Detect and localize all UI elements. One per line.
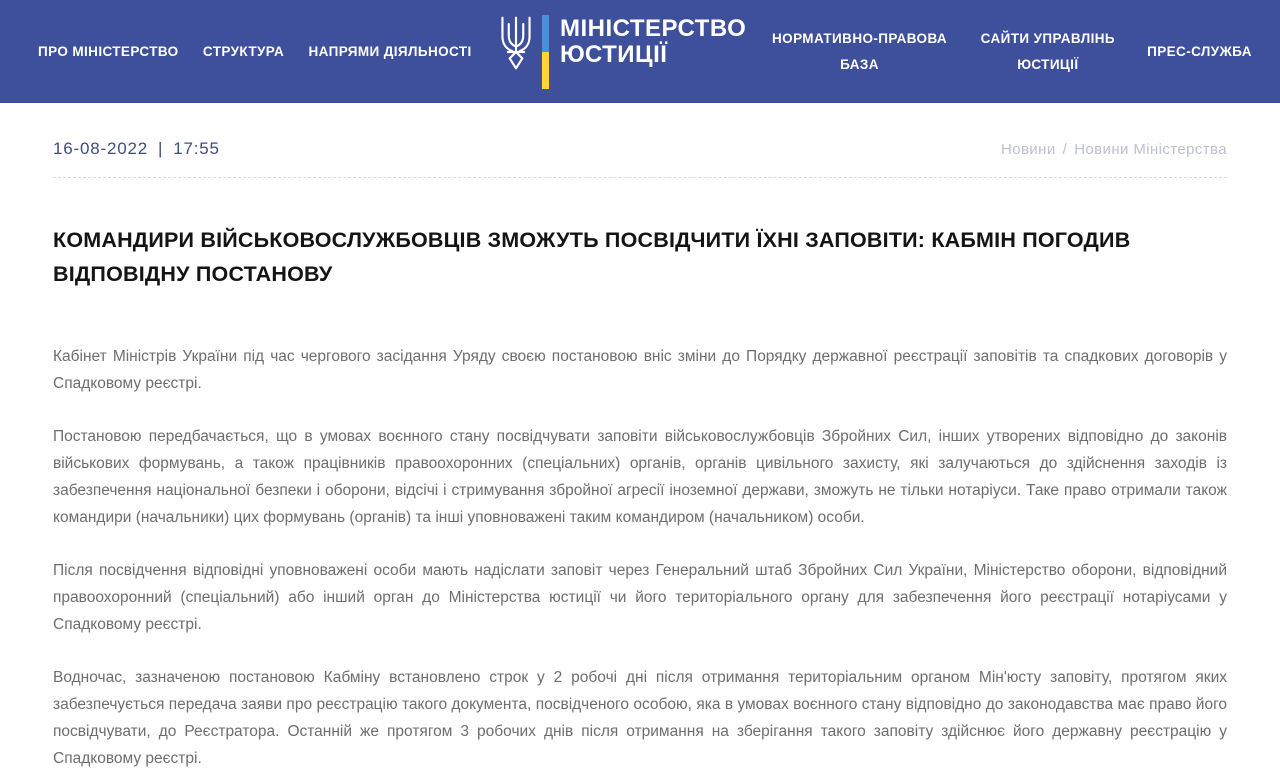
breadcrumb xyxy=(1001,141,1227,158)
breadcrumb-separator: / xyxy=(1062,141,1068,158)
flag-bar-yellow xyxy=(542,52,549,89)
logo-title xyxy=(560,16,746,68)
meta-row xyxy=(53,139,1227,159)
publish-datetime xyxy=(53,139,220,159)
nav-item-press-service[interactable]: ПРЕС-СЛУЖБА xyxy=(1147,43,1252,59)
article-paragraph: Водночас, зазначеною постановою Кабміну встановлено строк у 2 робочі дні після отримання територіальним органом Мін'юсту заповіту, протягом яких забезпечується передача заяви про реєстрацію такого документа, посвідченого особою, яка в умовах воєнного стану відповідно до законодавства має право його посвідчувати, до Реєстратора. Останній же протягом 3 робочих днів після отримання на зберігання такого заповіту здійснює його державну реєстрацію у Спадковому реєстрі. xyxy=(53,669,1227,767)
breadcrumb-link-news[interactable]: Новини xyxy=(1001,141,1056,158)
nav-item-activity-areas[interactable]: НАПРЯМИ ДІЯЛЬНОСТІ xyxy=(308,43,472,59)
nav-item-legal-framework[interactable]: НОРМАТИВНО-ПРАВОВА БАЗА xyxy=(772,30,948,72)
nav-item-structure[interactable]: СТРУКТУРА xyxy=(202,43,285,59)
publish-time: 17:55 xyxy=(173,139,220,158)
article-paragraph: Після посвідчення відповідні уповноважені особи мають надіслати заповіт через Генеральний штаб Збройних Сил України, Міністерство оборони, відповідний правоохоронний (спеціальний) або інший орган до Міністерства юстиції чи його територіального органу для забезпечення його реєстрації нотаріусами у Спадковому реєстрі. xyxy=(53,562,1227,633)
article-title: КОМАНДИРИ ВІЙСЬКОВОСЛУЖБОВЦІВ ЗМОЖУТЬ ПОСВІДЧИТИ ЇХНІ ЗАПОВІТИ: КАБМІН ПОГОДИВ ВІДПОВІДНУ ПОСТАНОВУ xyxy=(53,228,1131,286)
article-paragraph: Постановою передбачається, що в умовах воєнного стану посвідчувати заповіти військовослужбовців Збройних Сил, інших утворених відповідно до законів військових формувань, а також працівників правоохоронних (спеціальних) органів, органів цивільного захисту, які залучаються до здійснення заходів із забезпечення національної безпеки і оборони, відсічі і стримування збройної агресії іноземної держави, зможуть не тільки нотаріуси. Таке право отримали також командири (начальники) цих формувань (органів) та інші уповноважені таким командиром (начальником) особи. xyxy=(53,428,1227,526)
publish-date: 16-08-2022 xyxy=(53,139,148,158)
article-page xyxy=(0,139,1280,772)
article-paragraph: Кабінет Міністрів України під час чергового засідання Уряду своєю постановою вніс зміни до Порядку державної реєстрації заповітів та спадкових договорів у Спадковому реєстрі. xyxy=(53,348,1227,392)
logo-title-line2: ЮСТИЦІЇ xyxy=(559,40,668,68)
flag-bar-blue xyxy=(542,15,549,52)
trident-icon xyxy=(496,15,536,71)
top-navigation-bar xyxy=(0,0,1280,103)
ministry-logo[interactable] xyxy=(496,15,746,89)
nav-item-about-ministry[interactable]: ПРО МІНІСТЕРСТВО xyxy=(38,43,179,59)
breadcrumb-link-ministry-news[interactable]: Новини Міністерства xyxy=(1074,141,1227,158)
logo-title-line1: МІНІСТЕРСТВО xyxy=(559,14,747,42)
flag-bar xyxy=(542,15,549,89)
article-body xyxy=(53,343,1227,772)
nav-item-justice-department-sites[interactable]: САЙТИ УПРАВЛІНЬ ЮСТИЦІЇ xyxy=(980,30,1115,72)
dotted-divider xyxy=(53,177,1227,178)
date-time-separator: | xyxy=(157,139,164,158)
